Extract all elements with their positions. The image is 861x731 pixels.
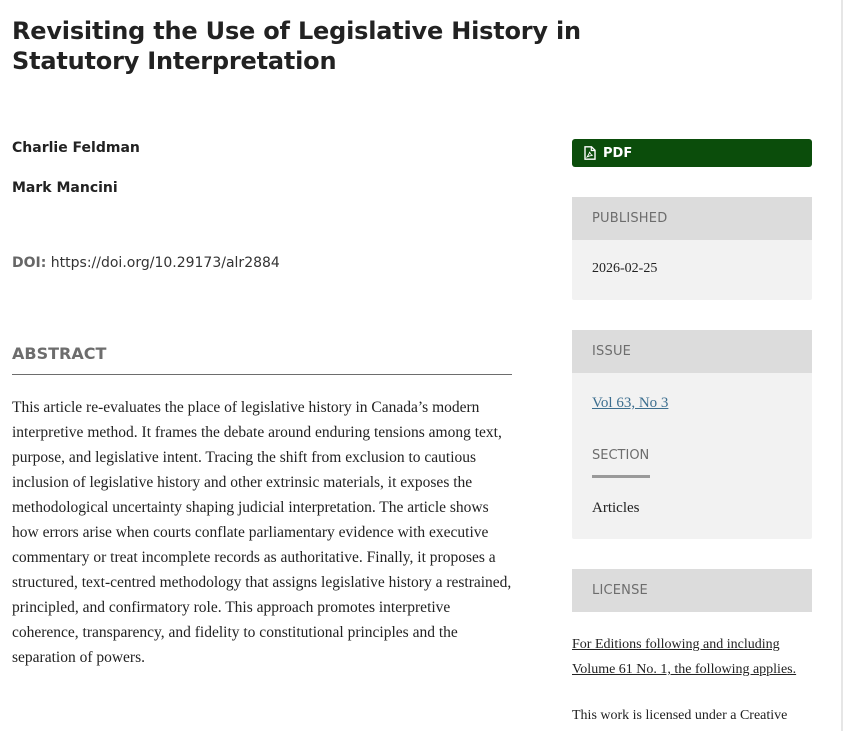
pdf-download-button[interactable] <box>572 139 812 167</box>
article-title: Revisiting the Use of Legislative History in Statutory Interpretation <box>12 17 581 75</box>
file-pdf-icon <box>584 146 596 160</box>
doi-line <box>12 255 280 271</box>
issue-panel <box>572 330 812 539</box>
section-heading: SECTION <box>592 448 650 463</box>
pdf-button-label: PDF <box>603 145 633 161</box>
page-right-border <box>841 0 843 731</box>
abstract-text: This article re-evaluates the place of legislative history in Canada’s modern interpretive method. It frames the debate around enduring tensions among text, purpose, and legislative intent. Tracing the shift from exclusion to cautious inclusion of legislative history and other extrinsic materials, it exposes the methodological uncertainty shaping judicial interpretation. The article shows how errors arise when courts conflate parliamentary evidence with executive commentary or treat incomplete records as authoritative. Finally, it proposes a structured, text-centred methodology that assigns legislative history a restrained, principled, and confirmatory role. This approach promotes interpretive coherence, transparency, and fidelity to constitutional principles and the separation of powers. <box>12 399 512 666</box>
abstract-divider <box>12 374 512 375</box>
license-heading: LICENSE <box>572 569 812 612</box>
doi-label: DOI: <box>12 255 47 271</box>
license-link[interactable]: For Editions following and including Volume 61 No. 1, the following applies. <box>572 637 797 677</box>
doi-link[interactable]: https://doi.org/10.29173/alr2884 <box>50 255 280 271</box>
author-name: Charlie Feldman <box>12 140 140 156</box>
published-date: 2026-02-25 <box>592 261 658 276</box>
issue-link[interactable]: Vol 63, No 3 <box>592 395 669 411</box>
published-heading: PUBLISHED <box>572 197 812 240</box>
license-text: This work is licensed under a Creative <box>572 708 788 723</box>
issue-heading: ISSUE <box>572 330 812 373</box>
author-name: Mark Mancini <box>12 180 118 196</box>
license-panel <box>572 569 812 612</box>
published-panel <box>572 197 812 300</box>
abstract-heading: ABSTRACT <box>12 344 107 363</box>
section-value: Articles <box>592 500 640 516</box>
section-underline <box>592 475 650 478</box>
